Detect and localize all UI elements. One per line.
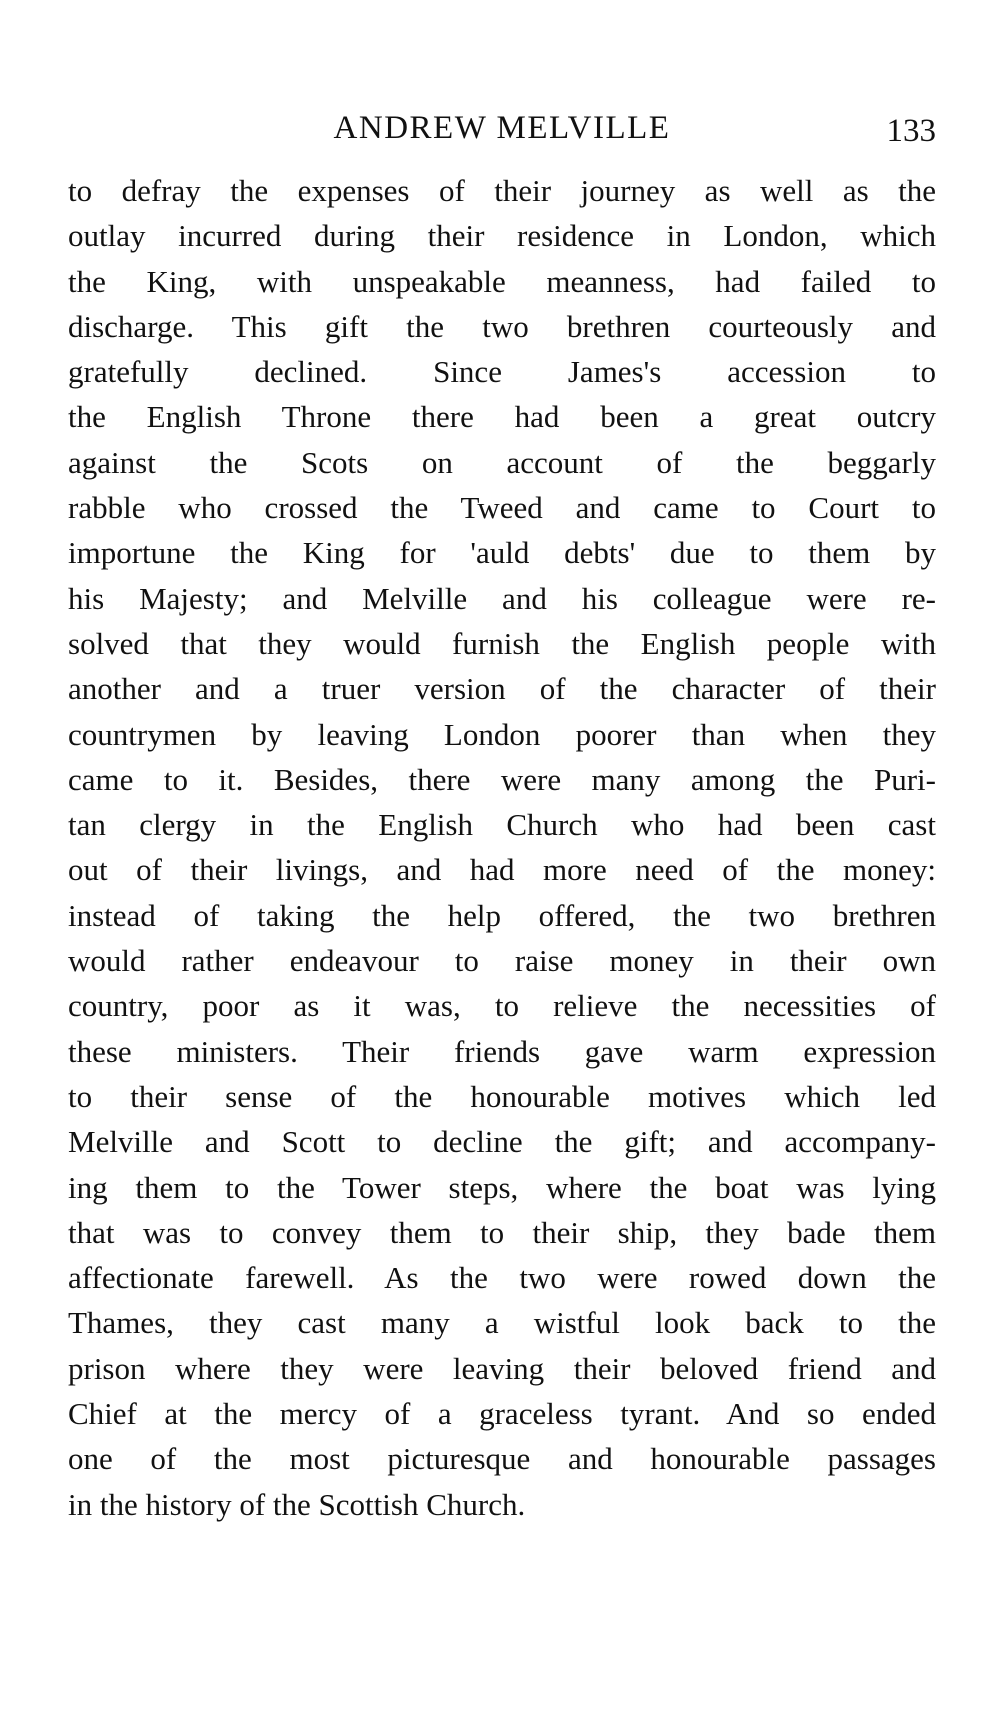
text-line-22: Melville and Scott to decline the gift; and accompany- bbox=[68, 1124, 936, 1160]
text-line-23: ing them to the Tower steps, where the boat was lying bbox=[68, 1169, 936, 1205]
text-line-30: in the history of the Scottish Church. bbox=[68, 1486, 526, 1522]
text-line-13: countrymen by leaving London poorer than when they bbox=[68, 716, 936, 752]
text-line-25: affectionate farewell. As the two were rowed down the bbox=[68, 1260, 936, 1296]
body-paragraph bbox=[68, 168, 936, 1527]
page-number: 133 bbox=[886, 113, 936, 149]
text-line-21: to their sense of the honourable motives which led bbox=[68, 1078, 936, 1114]
text-line-12: another and a truer version of the character of their bbox=[68, 671, 936, 707]
text-line-7: against the Scots on account of the beggarly bbox=[68, 444, 936, 480]
text-line-10: his Majesty; and Melville and his colleague were re- bbox=[68, 580, 936, 616]
text-line-14: came to it. Besides, there were many among the Puri- bbox=[68, 761, 936, 797]
text-line-29: one of the most picturesque and honourable passages bbox=[68, 1441, 936, 1477]
text-line-28: Chief at the mercy of a graceless tyrant. And so ended bbox=[68, 1396, 936, 1432]
text-line-2: outlay incurred during their residence in London, which bbox=[68, 218, 936, 254]
text-line-24: that was to convey them to their ship, they bade them bbox=[68, 1214, 936, 1250]
text-line-6: the English Throne there had been a great outcry bbox=[68, 399, 936, 435]
text-line-11: solved that they would furnish the English people with bbox=[68, 625, 936, 661]
text-line-26: Thames, they cast many a wistful look back to the bbox=[68, 1305, 936, 1341]
running-title: ANDREW MELVILLE bbox=[333, 110, 671, 146]
text-line-9: importune the King for 'auld debts' due to them by bbox=[68, 535, 936, 571]
text-line-27: prison where they were leaving their beloved friend and bbox=[68, 1350, 936, 1386]
text-line-3: the King, with unspeakable meanness, had failed to bbox=[68, 263, 936, 299]
text-line-15: tan clergy in the English Church who had been cast bbox=[68, 807, 936, 843]
text-line-5: gratefully declined. Since James's accession to bbox=[68, 354, 936, 390]
text-line-16: out of their livings, and had more need of the money: bbox=[68, 852, 936, 888]
text-line-18: would rather endeavour to raise money in their own bbox=[68, 943, 936, 979]
text-line-8: rabble who crossed the Tweed and came to Court to bbox=[68, 490, 936, 526]
text-line-19: country, poor as it was, to relieve the necessities of bbox=[68, 988, 936, 1024]
text-line-17: instead of taking the help offered, the two brethren bbox=[68, 897, 936, 933]
text-line-4: discharge. This gift the two brethren courteously and bbox=[68, 308, 936, 344]
text-line-20: these ministers. Their friends gave warm expression bbox=[68, 1033, 936, 1069]
running-head bbox=[68, 106, 936, 150]
text-line-1: to defray the expenses of their journey as well as the bbox=[68, 173, 936, 208]
